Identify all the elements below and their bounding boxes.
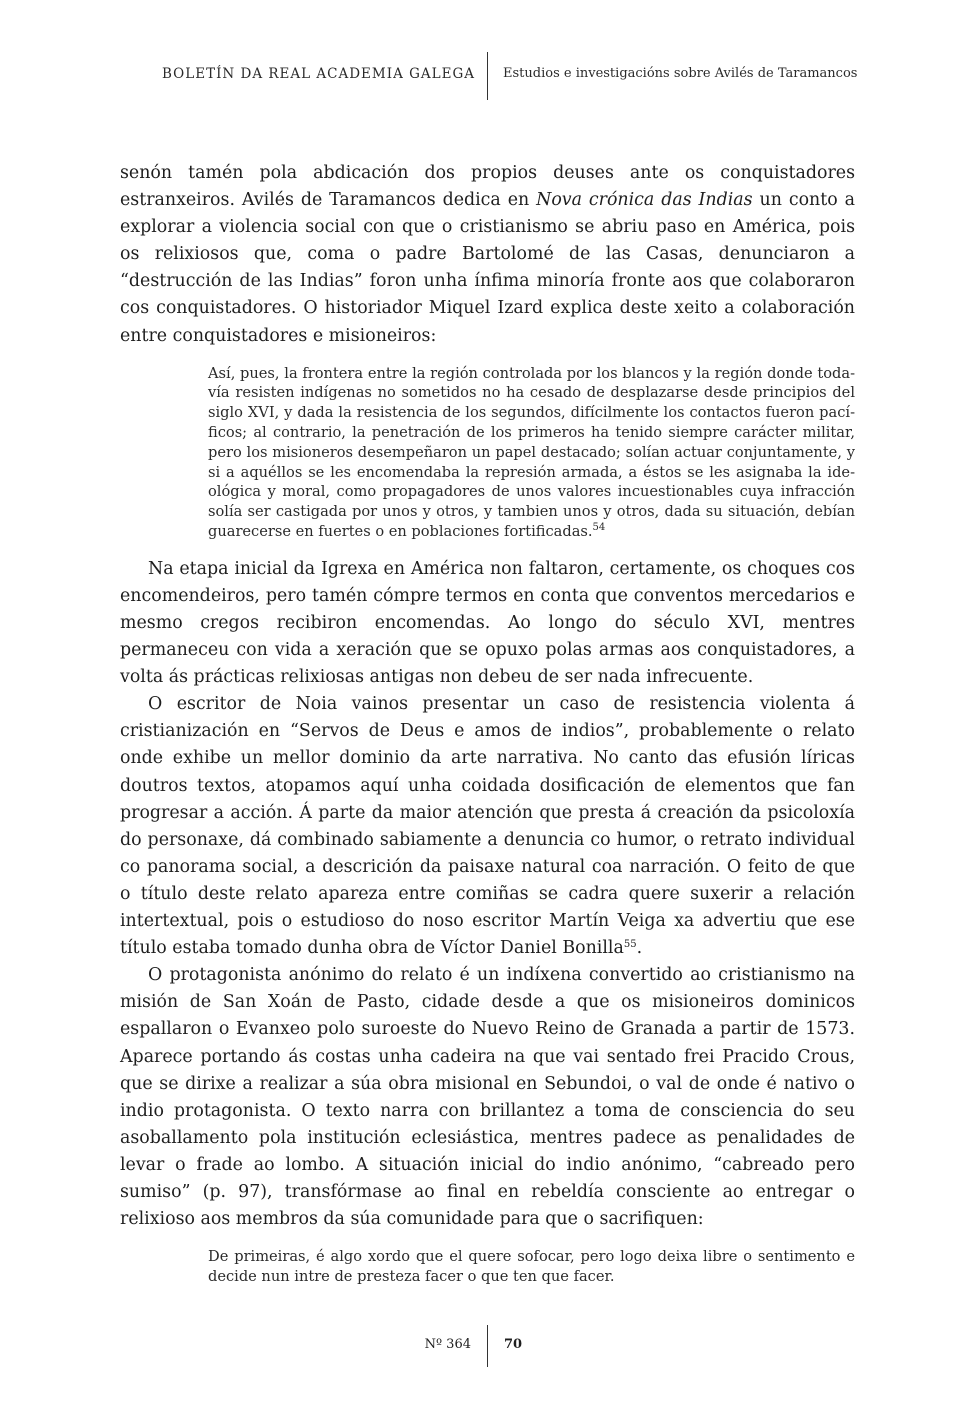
footer-divider bbox=[487, 1325, 488, 1367]
section-title: Estudios e investigacións sobre Avilés de Taramancos bbox=[503, 66, 858, 81]
article-body bbox=[120, 160, 855, 1301]
journal-title: BOLETÍN DA REAL ACADEMIA GALEGA bbox=[162, 66, 475, 82]
header-divider bbox=[487, 52, 488, 100]
footnote-ref-54: 54 bbox=[592, 522, 606, 534]
paragraph-2: Na etapa inicial da Igrexa en América non faltaron, certamente, os choques cos encomendeiros, pero tamén cómpre termos en conta que conventos mercedarios e mesmo cregos recibiron encomendas. Ao longo do século XVI, mentres permaneceu con vida a xeración que se opuxo polas armas aos conquistadores, a volta ás prácticas relixiosas antigas non debeu de ser nada infrecuente. bbox=[120, 558, 855, 688]
paragraph-3 bbox=[120, 691, 855, 962]
block-quote-izard bbox=[208, 364, 855, 542]
paragraph-1 bbox=[120, 160, 855, 350]
quote-1-text: Así, pues, la frontera entre la región controlada por los blancos y la región donde todavía resisten indígenas no sometidos no ha cesado de desplazarse desde principios del siglo XVI, y dada la resistencia de los segundos, difícilmente los contactos fueron pacíficos; al contrario, la penetración de los primeros ha tenido siempre carácter militar, pero los misioneros desempeñaron un papel destacado; solían actuar conjuntamente, y si a aquéllos se les encomendaba la represión armada, a éstos se les asignaba la ideológica y moral, como propagadores de unos valores incuestionables cuya infracción solía ser castigada por unos y otros, y tambien unos y otros, dada su situación, debían guarecerse en fuertes o en poblaciones fortificadas. bbox=[208, 364, 855, 541]
paragraph-1-text-a: senón tamén pola abdicación dos propios deuses ante os conquistadores estranxeiros. Avilés de Taramancos dedica en bbox=[120, 163, 855, 211]
paragraph-3-text: O escritor de Noia vainos presentar un caso de resistencia violenta á cristianización en “Servos de Deus e amos de indios”, probablemente o relato onde exhibe un mellor dominio da arte narrativa. No canto das efusión líricas doutros textos, atopamos aquí unha coidada dosificación de elementos que fan progresar a acción. Á parte da maior atención que presta á creación da psicoloxía do personaxe, dá combinado sabiamente a denuncia co humor, o retrato individual co panorama social, a descrición da paisaxe natural coa narración. O feito de que o título deste relato apareza entre comiñas se cadra quere suxerir a relación intertextual, pois o estudioso do noso escritor Martín Veiga xa advertiu que ese título estaba tomado dunha obra de Víctor Daniel Bonilla bbox=[120, 694, 855, 959]
paragraph-3-end: . bbox=[636, 938, 643, 959]
running-header bbox=[0, 52, 975, 100]
paragraph-1-text-b: un conto a explorar a violencia social con que o cristianismo se abriu paso en América, pois os relixiosos que, coma o padre Bartolomé de las Casas, denunciaron a “destrucción de las Indias” foron unha ínfima minoría fronte aos que colaboraron cos conquistadores. O historiador Miquel Izard explica deste xeito a colaboración entre conquistadores e misioneiros: bbox=[120, 190, 855, 346]
book-title-italic: Nova crónica das Indias bbox=[536, 190, 753, 211]
paragraph-4: O protagonista anónimo do relato é un indíxena convertido ao cristianismo na misión de San Xoán de Pasto, cidade desde a que os misioneiros dominicos espallaron o Evanxeo polo suroeste do Nuevo Reino de Granada a partir de 1573. Aparece portando ás costas unha cadeira na que vai sentado frei Pracido Crous, que se dirixe a realizar a súa obra misional en Sebundoi, o val de onde é nativo o indio protagonista. O texto narra con brillantez a toma de consciencia do seu asoballamento pola institución eclesiástica, mentres padece as penalidades de levar o frade ao lombo. A situación inicial do indio anónimo, “cabreado pero sumiso” (p. 97), transfórmase ao final en rebeldía consciente ao entregar o relixioso aos membros da súa comunidade para que o sacrifiquen: bbox=[120, 965, 855, 1230]
page-number: 70 bbox=[504, 1337, 523, 1352]
issue-number: Nº 364 bbox=[424, 1337, 471, 1352]
footnote-ref-55: 55 bbox=[623, 939, 637, 951]
block-quote-story: De primeiras, é algo xordo que el quere sofocar, pero logo deixa libre o sentimento e decide nun intre de presteza facer o que ten que facer. bbox=[208, 1248, 855, 1285]
page-footer bbox=[0, 1325, 975, 1367]
